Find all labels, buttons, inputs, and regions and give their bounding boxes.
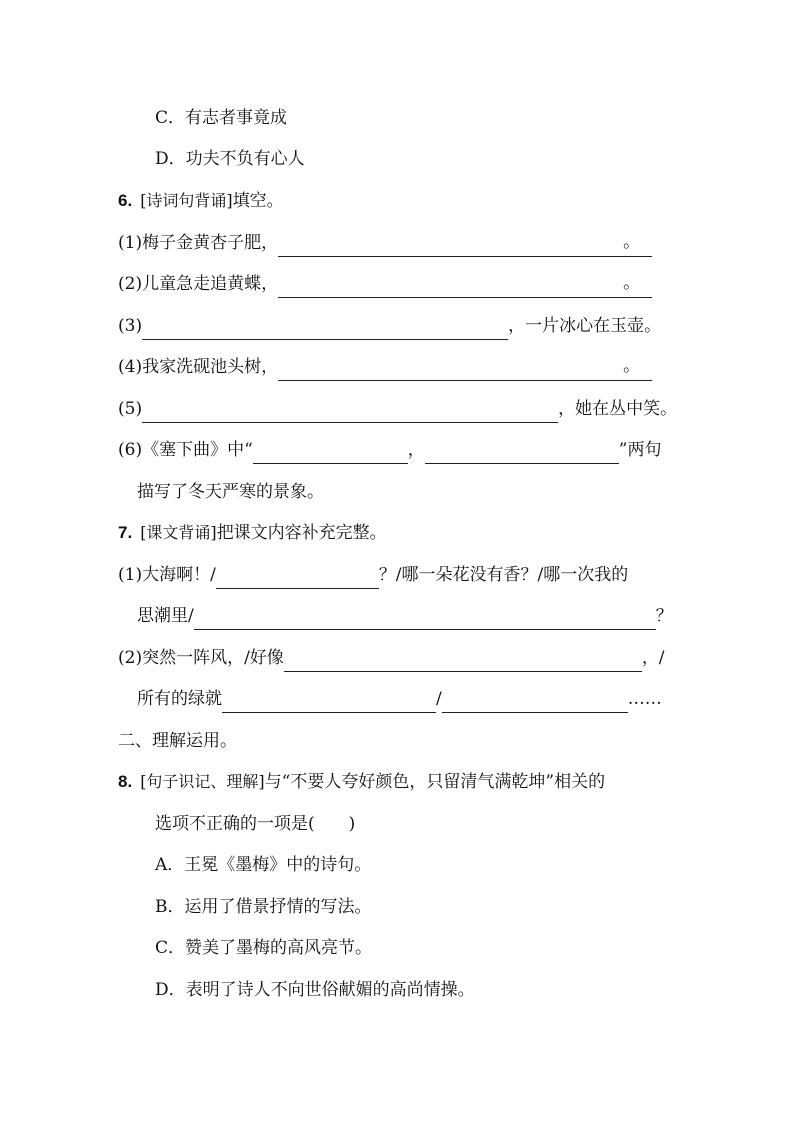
option-text: C．有志者事竟成 [155, 108, 288, 128]
answer-blank-tail [640, 277, 652, 298]
q6-item-3 [118, 312, 661, 340]
item-continuation: 描写了冬天严寒的景象。 [137, 482, 324, 502]
q8-heading-cont [155, 810, 355, 838]
q7-item-2 [118, 644, 665, 672]
q6-item-2 [118, 270, 652, 298]
item-label: (5) [118, 399, 143, 419]
item-end: ”两句 [618, 440, 662, 460]
answer-blank[interactable] [142, 402, 558, 423]
q8-option-a [155, 851, 371, 879]
question-text: 填空。 [232, 191, 284, 211]
question-text: 与“不要人夸好颜色，只留清气满乾坤”相关的 [264, 772, 606, 792]
q6-item-1 [118, 229, 652, 257]
item-continuation: 所有的绿就 [137, 689, 222, 709]
question-tag: [句子识记、理解] [140, 772, 265, 791]
item-label: (1)大海啊！/ [118, 565, 216, 585]
item-label: (2)突然一阵风，/好像 [118, 648, 284, 668]
q8-option-b [155, 893, 372, 921]
item-end: ？ [655, 606, 673, 626]
item-ellipsis: …… [627, 689, 662, 709]
item-end: ，/ [641, 648, 665, 668]
option-text: B．运用了借景抒情的写法。 [155, 897, 372, 917]
q5-option-d [155, 145, 305, 173]
answer-blank-1[interactable] [253, 443, 408, 464]
item-end: 。 [623, 228, 640, 257]
section-heading [118, 727, 237, 755]
item-continuation: 思潮里/ [137, 606, 194, 626]
item-end: ，她在丛中笑。 [558, 399, 678, 419]
item-end: 。 [623, 269, 640, 298]
q6-item-5 [118, 395, 677, 423]
q5-option-c [155, 104, 287, 132]
q7-heading [118, 519, 387, 547]
answer-blank-2[interactable] [425, 443, 619, 464]
item-separator: / [436, 689, 442, 709]
answer-blank-tail [640, 236, 652, 257]
q6-item-6 [118, 436, 661, 464]
answer-blank-2[interactable] [442, 692, 628, 713]
item-label: (3) [118, 316, 143, 336]
option-text: A．王冕《墨梅》中的诗句。 [155, 855, 372, 875]
question-number: 6. [118, 191, 133, 210]
q6-item-6-cont [137, 478, 324, 506]
q7-item-1-cont [137, 602, 673, 630]
q6-heading [118, 187, 284, 215]
q6-item-4 [118, 353, 652, 381]
option-text: C．赞美了墨梅的高风亮节。 [155, 938, 373, 958]
item-separator: ， [407, 440, 425, 460]
q7-item-2-cont [137, 685, 662, 713]
answer-blank[interactable] [194, 609, 656, 630]
answer-blank[interactable] [142, 319, 508, 340]
answer-blank[interactable] [278, 360, 623, 381]
item-label: (2)儿童急走追黄蝶， [118, 274, 279, 294]
item-label: (1)梅子金黄杏子肥， [118, 233, 279, 253]
item-label: (4)我家洗砚池头树， [118, 357, 279, 377]
q7-item-1 [118, 561, 628, 589]
answer-blank-tail [640, 360, 652, 381]
question-text-continuation: 选项不正确的一项是( ) [155, 814, 356, 834]
question-tag: [课文背诵] [140, 523, 217, 542]
question-number: 8. [118, 772, 133, 791]
q8-option-d [155, 976, 475, 1004]
question-number: 7. [118, 523, 133, 542]
answer-blank-1[interactable] [222, 692, 436, 713]
item-end: ，一片冰心在玉壶。 [508, 316, 662, 336]
q8-heading [118, 768, 605, 796]
item-label: (6)《塞下曲》中“ [118, 440, 253, 460]
answer-blank[interactable] [278, 236, 623, 257]
section-title: 二、理解运用。 [118, 731, 237, 751]
question-text: 把课文内容补充完整。 [216, 523, 387, 543]
item-middle: ？/哪一朵花没有香？/哪一次我的 [378, 565, 629, 585]
item-end: 。 [623, 352, 640, 381]
q8-option-c [155, 934, 372, 962]
option-text: D．表明了诗人不向世俗献媚的高尚情操。 [155, 980, 475, 1000]
question-tag: [诗词句背诵] [140, 191, 233, 210]
answer-blank[interactable] [216, 568, 379, 589]
option-text: D．功夫不负有心人 [155, 149, 305, 169]
answer-blank[interactable] [278, 277, 623, 298]
answer-blank[interactable] [284, 651, 642, 672]
